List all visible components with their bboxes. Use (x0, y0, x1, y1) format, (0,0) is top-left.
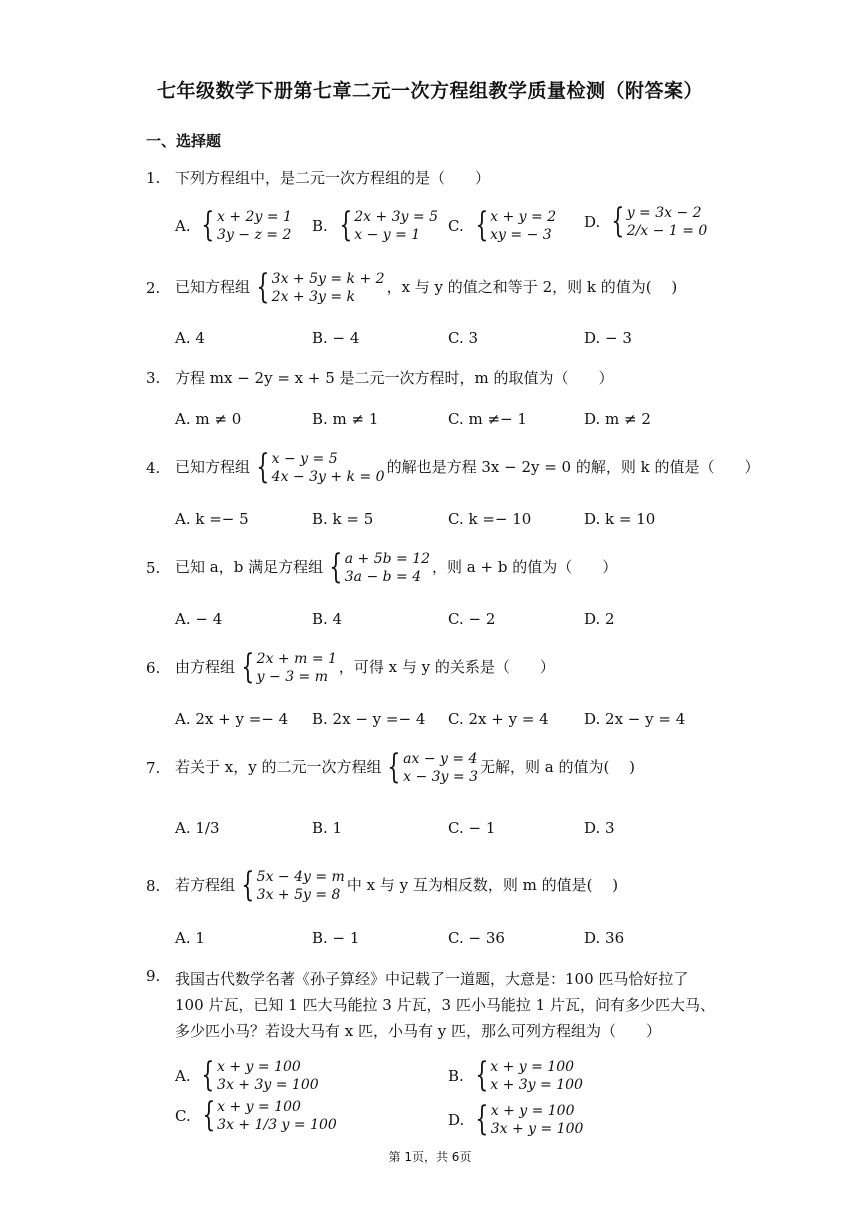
equation-system: { x + y = 100 3x + 1/3 y = 100 (201, 1095, 337, 1135)
option-b: B. k = 5 (312, 510, 374, 528)
equation-system: { a + 5b = 12 3a − b = 4 (329, 547, 431, 587)
option-c: C. − 2 (448, 610, 496, 628)
equation-system: { y = 3x − 2 2/x − 1 = 0 (611, 201, 708, 241)
option-d: D. 2x − y = 4 (584, 710, 686, 728)
option-d: D. 3 (584, 819, 615, 837)
equation-system: { x + y = 100 3x + 3y = 100 (201, 1055, 319, 1095)
page-footer: 第 1页，共 6页 (388, 1150, 472, 1164)
question-number: 5. (146, 559, 161, 577)
question-number: 3. (146, 369, 161, 387)
question-text: 已知方程组 { x − y = 5 4x − 3y + k = 0 的解也是方程 3x − 2y = 0 的解，则 k 的值是（ ） (175, 447, 760, 487)
document-title: 七年级数学下册第七章二元一次方程组教学质量检测（附答案） (156, 80, 703, 102)
option-a: A. { x + y = 100 3x + 3y = 100 (175, 1055, 319, 1095)
option-a: A. 1 (175, 929, 205, 947)
option-b: B. { 2x + 3y = 5 x − y = 1 (312, 205, 439, 245)
question-text: 我国古代数学名著《孙子算经》中记载了一道题，大意是：100 匹马恰好拉了 100 片瓦，已知 1 匹大马能拉 3 片瓦，3 匹小马能拉 1 片瓦，问有多少匹大马、多少匹小马？若设大马有 x 匹，小马有 y 匹，那么可列方程组为（ ） (175, 970, 715, 1040)
equation-system: { x + y = 100 x + 3y = 100 (474, 1055, 583, 1095)
option-d: D. 36 (584, 929, 625, 947)
option-c: C. 2x + y = 4 (448, 710, 549, 728)
equation-system: { x + y = 2 xy = − 3 (474, 205, 557, 245)
option-c: C. { x + y = 2 xy = − 3 (448, 205, 557, 245)
question-number: 6. (146, 659, 161, 677)
option-c: C. − 1 (448, 819, 496, 837)
option-b: B. 1 (312, 819, 343, 837)
option-b: B. − 1 (312, 929, 360, 947)
equation-system: { 3x + 5y = k + 2 2x + 3y = k (256, 267, 385, 307)
question-number: 4. (146, 459, 161, 477)
option-a: A. − 4 (175, 610, 223, 628)
question-text: 若关于 x，y 的二元一次方程组 { ax − y = 4 x − 3y = 3 无解，则 a 的值为( ) (175, 747, 635, 787)
section-heading: 一、选择题 (146, 132, 222, 150)
equation-system: { x + 2y = 1 3y − z = 2 (201, 205, 292, 245)
question-text: 下列方程组中，是二元一次方程组的是（ ） (175, 169, 491, 187)
option-b: B. − 4 (312, 329, 360, 347)
option-a: A. 4 (175, 329, 205, 347)
option-d: D. 2 (584, 610, 615, 628)
option-b: B. { x + y = 100 x + 3y = 100 (448, 1055, 583, 1095)
option-d: D. k = 10 (584, 510, 656, 528)
option-b: B. 4 (312, 610, 343, 628)
question-number: 7. (146, 759, 161, 777)
option-c: C. { x + y = 100 3x + 1/3 y = 100 (175, 1095, 337, 1135)
option-c: C. k =− 10 (448, 510, 532, 528)
option-c: C. 3 (448, 329, 479, 347)
equation-system: { x + y = 100 3x + y = 100 (475, 1099, 584, 1139)
question-number: 2. (146, 279, 161, 297)
equation-system: { 2x + m = 1 y − 3 = m (241, 647, 337, 687)
question-number: 1. (146, 169, 161, 187)
option-a: A. m ≠ 0 (175, 410, 242, 428)
option-d: D. { x + y = 100 3x + y = 100 (448, 1099, 584, 1139)
equation-system: { 5x − 4y = m 3x + 5y = 8 (241, 865, 345, 905)
question-text: 方程 mx − 2y = x + 5 是二元一次方程时，m 的取值为（ ） (175, 369, 614, 387)
equation-system: { x − y = 5 4x − 3y + k = 0 (256, 447, 385, 487)
question-text: 若方程组 { 5x − 4y = m 3x + 5y = 8 中 x 与 y 互为相反数，则 m 的值是( ) (175, 865, 619, 905)
question-text: 已知方程组 { 3x + 5y = k + 2 2x + 3y = k ，x 与 y 的值之和等于 2，则 k 的值为( ) (175, 267, 678, 307)
question-number: 8. (146, 877, 161, 895)
question-text: 由方程组 { 2x + m = 1 y − 3 = m ，可得 x 与 y 的关系是（ ） (175, 647, 555, 687)
option-d: D. { y = 3x − 2 2/x − 1 = 0 (584, 201, 708, 241)
equation-system: { 2x + 3y = 5 x − y = 1 (338, 205, 439, 245)
option-d: D. − 3 (584, 329, 632, 347)
option-a: A. 2x + y =− 4 (175, 710, 289, 728)
question-text: 已知 a，b 满足方程组 { a + 5b = 12 3a − b = 4 ，则 a + b 的值为（ ） (175, 547, 618, 587)
option-a: A. k =− 5 (175, 510, 249, 528)
option-d: D. m ≠ 2 (584, 410, 651, 428)
equation-system: { ax − y = 4 x − 3y = 3 (387, 747, 479, 787)
option-a: A. 1/3 (175, 819, 220, 837)
option-b: B. m ≠ 1 (312, 410, 379, 428)
option-c: C. m ≠− 1 (448, 410, 527, 428)
question-number: 9. (146, 967, 161, 985)
option-b: B. 2x − y =− 4 (312, 710, 426, 728)
option-c: C. − 36 (448, 929, 505, 947)
option-a: A. { x + 2y = 1 3y − z = 2 (175, 205, 292, 245)
